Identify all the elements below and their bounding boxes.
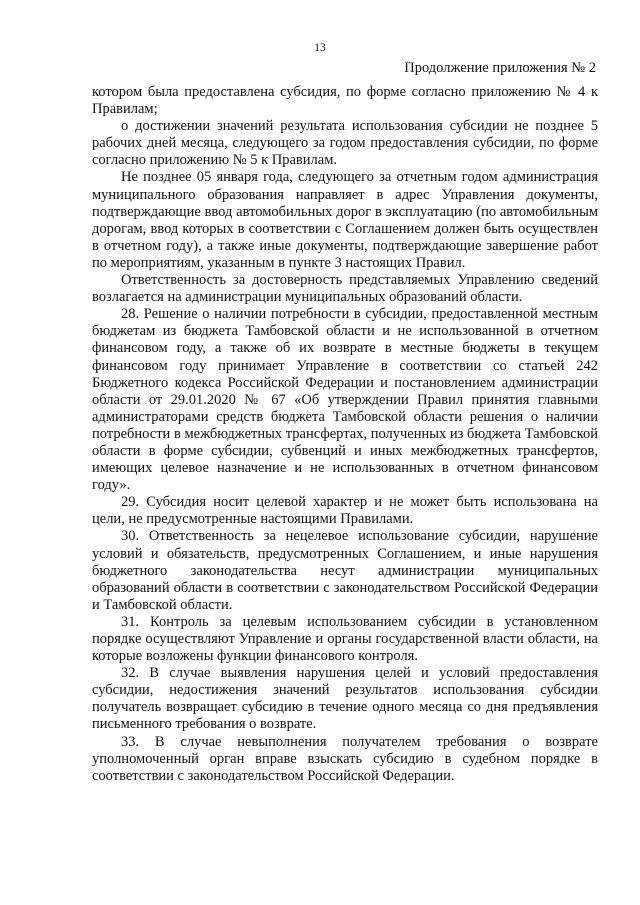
page-number: 13 (314, 42, 326, 54)
paragraph-30: 30. Ответственность за нецелевое использование субсидии, нарушение условий и обязательств, предусмотренных Соглашением, и иные нарушения бюджетного законодательства несут администрации муниципальных образований области в соответствии с законодательством Российской Федерации и Тамбовской области. (92, 528, 598, 613)
appendix-continuation-note: Продолжение приложения № 2 (404, 60, 596, 76)
paragraph-january-deadline: Не позднее 05 января года, следующего за отчетным годом администрация муниципального образования направляет в адрес Управления документы, подтверждающие ввод автомобильных дорог в эксплуатацию (по автомобильным дорогам, ввод которых в соответствии с Соглашением должен быть осуществлен в отчетном году), а также иные документы, подтверждающие завершение работ по мероприятиям, указанным в пункте 3 настоящих Правил. (92, 169, 598, 271)
paragraph-result-report: о достижении значений результата использования субсидии не позднее 5 рабочих дней месяца, следующего за годом предоставления субсидии, по форме согласно приложению № 5 к Правилам. (92, 118, 598, 169)
document-body (92, 84, 598, 785)
paragraph-33: 33. В случае невыполнения получателем требования о возврате уполномоченный орган вправе взыскать субсидию в судебном порядке в соответствии с законодательством Российской Федерации. (92, 733, 598, 784)
paragraph-32: 32. В случае выявления нарушения целей и условий предоставления субсидии, недостижения значений результатов использования субсидии получатель возвращает субсидию в течение одного месяца со дня предъявления письменного требования о возврате. (92, 665, 598, 733)
paragraph-31: 31. Контроль за целевым использованием субсидии в установленном порядке осуществляют Управление и органы государственной власти области, на которые возложены функции финансового контроля. (92, 613, 598, 665)
paragraph-28: 28. Решение о наличии потребности в субсидии, предоставленной местным бюджетам из бюджета Тамбовской области и не использованной в отчетном финансовом году, а также об их возврате в местные бюджеты в текущем финансовом году принимает Управление в соответствии со статьей 242 Бюджетного кодекса Российской Федерации и постановлением администрации области от 29.01.2020 № 67 «Об утверждении Правил принятия главными администраторами средств бюджета Тамбовской области решения о наличии потребности в межбюджетных трансфертах, полученных из бюджета Тамбовской области в форме субсидии, субвенций и иных межбюджетных трансфертов, имеющих целевое назначение и не использованных в отчетном финансовом году». (92, 306, 598, 494)
paragraph-29: 29. Субсидия носит целевой характер и не может быть использована на цели, не предусмотренные настоящими Правилами. (92, 494, 598, 528)
paragraph-continuation: котором была предоставлена субсидия, по форме согласно приложению № 4 к Правилам; (92, 84, 598, 118)
paragraph-responsibility-data: Ответственность за достоверность представляемых Управлению сведений возлагается на администрации муниципальных образований области. (92, 272, 598, 306)
